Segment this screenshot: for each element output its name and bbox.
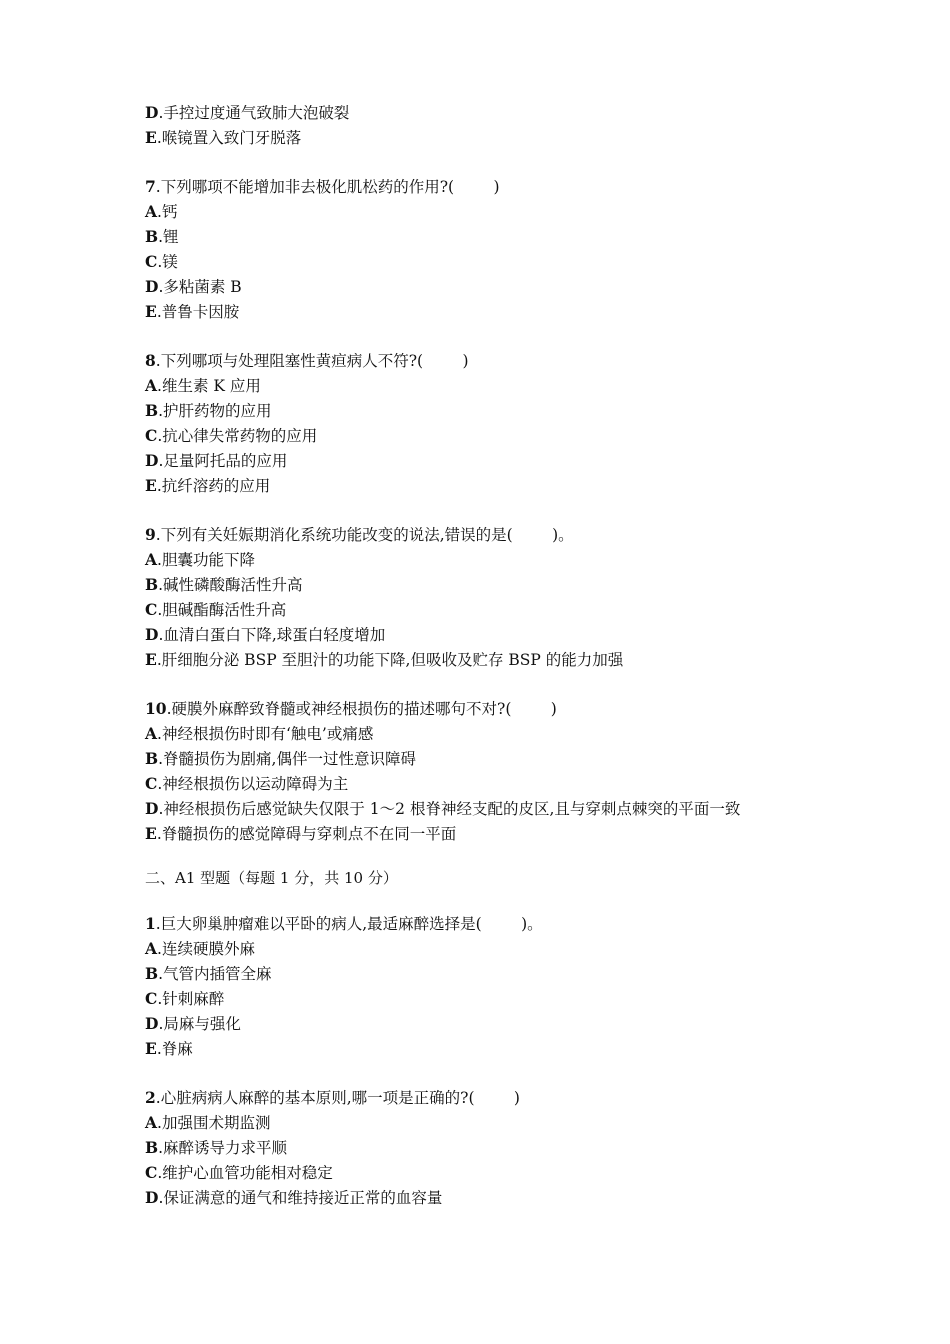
option-text: .足量阿托品的应用: [158, 452, 288, 470]
option-letter: E: [145, 824, 157, 843]
option-letter: B: [145, 227, 159, 246]
option-line: [145, 473, 925, 498]
question-a1-1: [145, 911, 925, 1061]
option-text: .手控过度通气致肺大泡破裂: [158, 104, 350, 122]
option-text: .神经根损伤以运动障碍为主: [157, 775, 349, 793]
option-text: .保证满意的通气和维持接近正常的血容量: [158, 1189, 443, 1207]
option-text: .锂: [158, 228, 179, 246]
option-line: [145, 249, 925, 274]
option-line: [145, 821, 925, 846]
option-text: .加强围术期监测: [157, 1114, 271, 1132]
question-7: [145, 174, 925, 324]
option-text: .局麻与强化: [158, 1015, 241, 1033]
option-letter: E: [145, 128, 157, 147]
option-letter: E: [145, 650, 157, 669]
option-letter: D: [145, 1014, 159, 1033]
option-letter: D: [145, 103, 159, 122]
question-number: 8: [145, 351, 156, 370]
section-heading: 二、A1 型题（每题 1 分，共 10 分）: [145, 869, 398, 887]
option-line: [145, 961, 925, 986]
option-letter: C: [145, 989, 158, 1008]
option-line: [145, 448, 925, 473]
option-line: [145, 597, 925, 622]
option-text: .护肝药物的应用: [158, 402, 272, 420]
option-letter: D: [145, 625, 159, 644]
option-line: [145, 423, 925, 448]
option-text: .镁: [157, 253, 178, 271]
question-number: 9: [145, 525, 156, 544]
option-text: .脊髓损伤为剧痛,偶伴一过性意识障碍: [158, 750, 416, 768]
question-text: .巨大卵巢肿瘤难以平卧的病人,最适麻醉选择是( )。: [155, 915, 543, 933]
option-text: .普鲁卡因胺: [156, 303, 240, 321]
question-a1-2: [145, 1085, 925, 1210]
option-letter: C: [145, 1163, 158, 1182]
question-text: .下列哪项与处理阻塞性黄疸病人不符?( ): [155, 352, 469, 370]
option-line: [145, 572, 925, 597]
option-letter: E: [145, 1039, 157, 1058]
option-text: .喉镜置入致门牙脱落: [156, 129, 302, 147]
option-letter: B: [145, 575, 159, 594]
option-line: [145, 1135, 925, 1160]
option-letter: A: [145, 724, 158, 743]
question-8: [145, 348, 925, 498]
question-stem: [145, 174, 925, 199]
option-letter: C: [145, 600, 158, 619]
question-number: 2: [145, 1088, 156, 1107]
question-stem: [145, 911, 925, 936]
option-line: [145, 274, 925, 299]
option-text: .针刺麻醉: [157, 990, 225, 1008]
option-text: .气管内插管全麻: [158, 965, 272, 983]
question-stem: [145, 522, 925, 547]
carryover-options: [145, 100, 925, 150]
option-line: [145, 100, 925, 125]
question-number: 1: [145, 914, 156, 933]
option-line: [145, 224, 925, 249]
question-number: 7: [145, 177, 156, 196]
option-text: .维生素 K 应用: [157, 377, 261, 395]
question-stem: [145, 1085, 925, 1110]
option-letter: B: [145, 964, 159, 983]
option-letter: B: [145, 401, 159, 420]
option-text: .胆囊功能下降: [157, 551, 255, 569]
option-letter: A: [145, 939, 158, 958]
question-text: .心脏病病人麻醉的基本原则,哪一项是正确的?( ): [155, 1089, 520, 1107]
option-text: .钙: [157, 203, 178, 221]
option-letter: C: [145, 252, 158, 271]
question-9: [145, 522, 925, 672]
option-line: [145, 622, 925, 647]
option-text: .神经根损伤时即有‘触电’或痛感: [157, 725, 374, 743]
option-line: [145, 373, 925, 398]
option-line: [145, 1160, 925, 1185]
option-text: .胆碱酯酶活性升高: [157, 601, 287, 619]
option-letter: D: [145, 1188, 159, 1207]
option-text: .脊麻: [156, 1040, 193, 1058]
option-text: .神经根损伤后感觉缺失仅限于 1～2 根脊神经支配的皮区,且与穿刺点棘突的平面一致: [158, 800, 741, 818]
question-text: .下列哪项不能增加非去极化肌松药的作用?( ): [155, 178, 500, 196]
option-letter: C: [145, 774, 158, 793]
option-line: [145, 796, 925, 821]
option-letter: A: [145, 550, 158, 569]
option-line: [145, 771, 925, 796]
option-line: [145, 1011, 925, 1036]
question-stem: [145, 348, 925, 373]
option-text: .抗心律失常药物的应用: [157, 427, 318, 445]
option-text: .碱性磷酸酶活性升高: [158, 576, 303, 594]
option-letter: B: [145, 1138, 159, 1157]
question-stem: [145, 696, 925, 721]
option-letter: C: [145, 426, 158, 445]
question-10: [145, 696, 925, 846]
option-line: [145, 125, 925, 150]
question-number: 10: [145, 699, 167, 718]
option-line: [145, 398, 925, 423]
option-line: [145, 299, 925, 324]
option-letter: D: [145, 451, 159, 470]
option-line: [145, 199, 925, 224]
option-letter: D: [145, 799, 159, 818]
option-letter: A: [145, 202, 158, 221]
option-letter: A: [145, 376, 158, 395]
option-letter: A: [145, 1113, 158, 1132]
option-text: .麻醉诱导力求平顺: [158, 1139, 288, 1157]
option-text: .肝细胞分泌 BSP 至胆汁的功能下降,但吸收及贮存 BSP 的能力加强: [156, 651, 624, 669]
option-text: .抗纤溶药的应用: [156, 477, 271, 495]
question-text: .硬膜外麻醉致脊髓或神经根损伤的描述哪句不对?( ): [166, 700, 557, 718]
option-text: .维护心血管功能相对稳定: [157, 1164, 333, 1182]
option-text: .连续硬膜外麻: [157, 940, 255, 958]
option-letter: B: [145, 749, 159, 768]
option-letter: D: [145, 277, 159, 296]
option-line: [145, 647, 925, 672]
question-text: .下列有关妊娠期消化系统功能改变的说法,错误的是( )。: [155, 526, 574, 544]
option-text: .脊髓损伤的感觉障碍与穿刺点不在同一平面: [156, 825, 457, 843]
option-text: .血清白蛋白下降,球蛋白轻度增加: [158, 626, 386, 644]
option-letter: E: [145, 302, 157, 321]
option-text: .多粘菌素 B: [158, 278, 242, 296]
option-line: [145, 721, 925, 746]
option-letter: E: [145, 476, 157, 495]
option-line: [145, 1110, 925, 1135]
option-line: [145, 547, 925, 572]
document-page: [145, 100, 925, 1210]
option-line: [145, 746, 925, 771]
option-line: [145, 986, 925, 1011]
option-line: [145, 936, 925, 961]
option-line: [145, 1036, 925, 1061]
option-line: [145, 1185, 925, 1210]
